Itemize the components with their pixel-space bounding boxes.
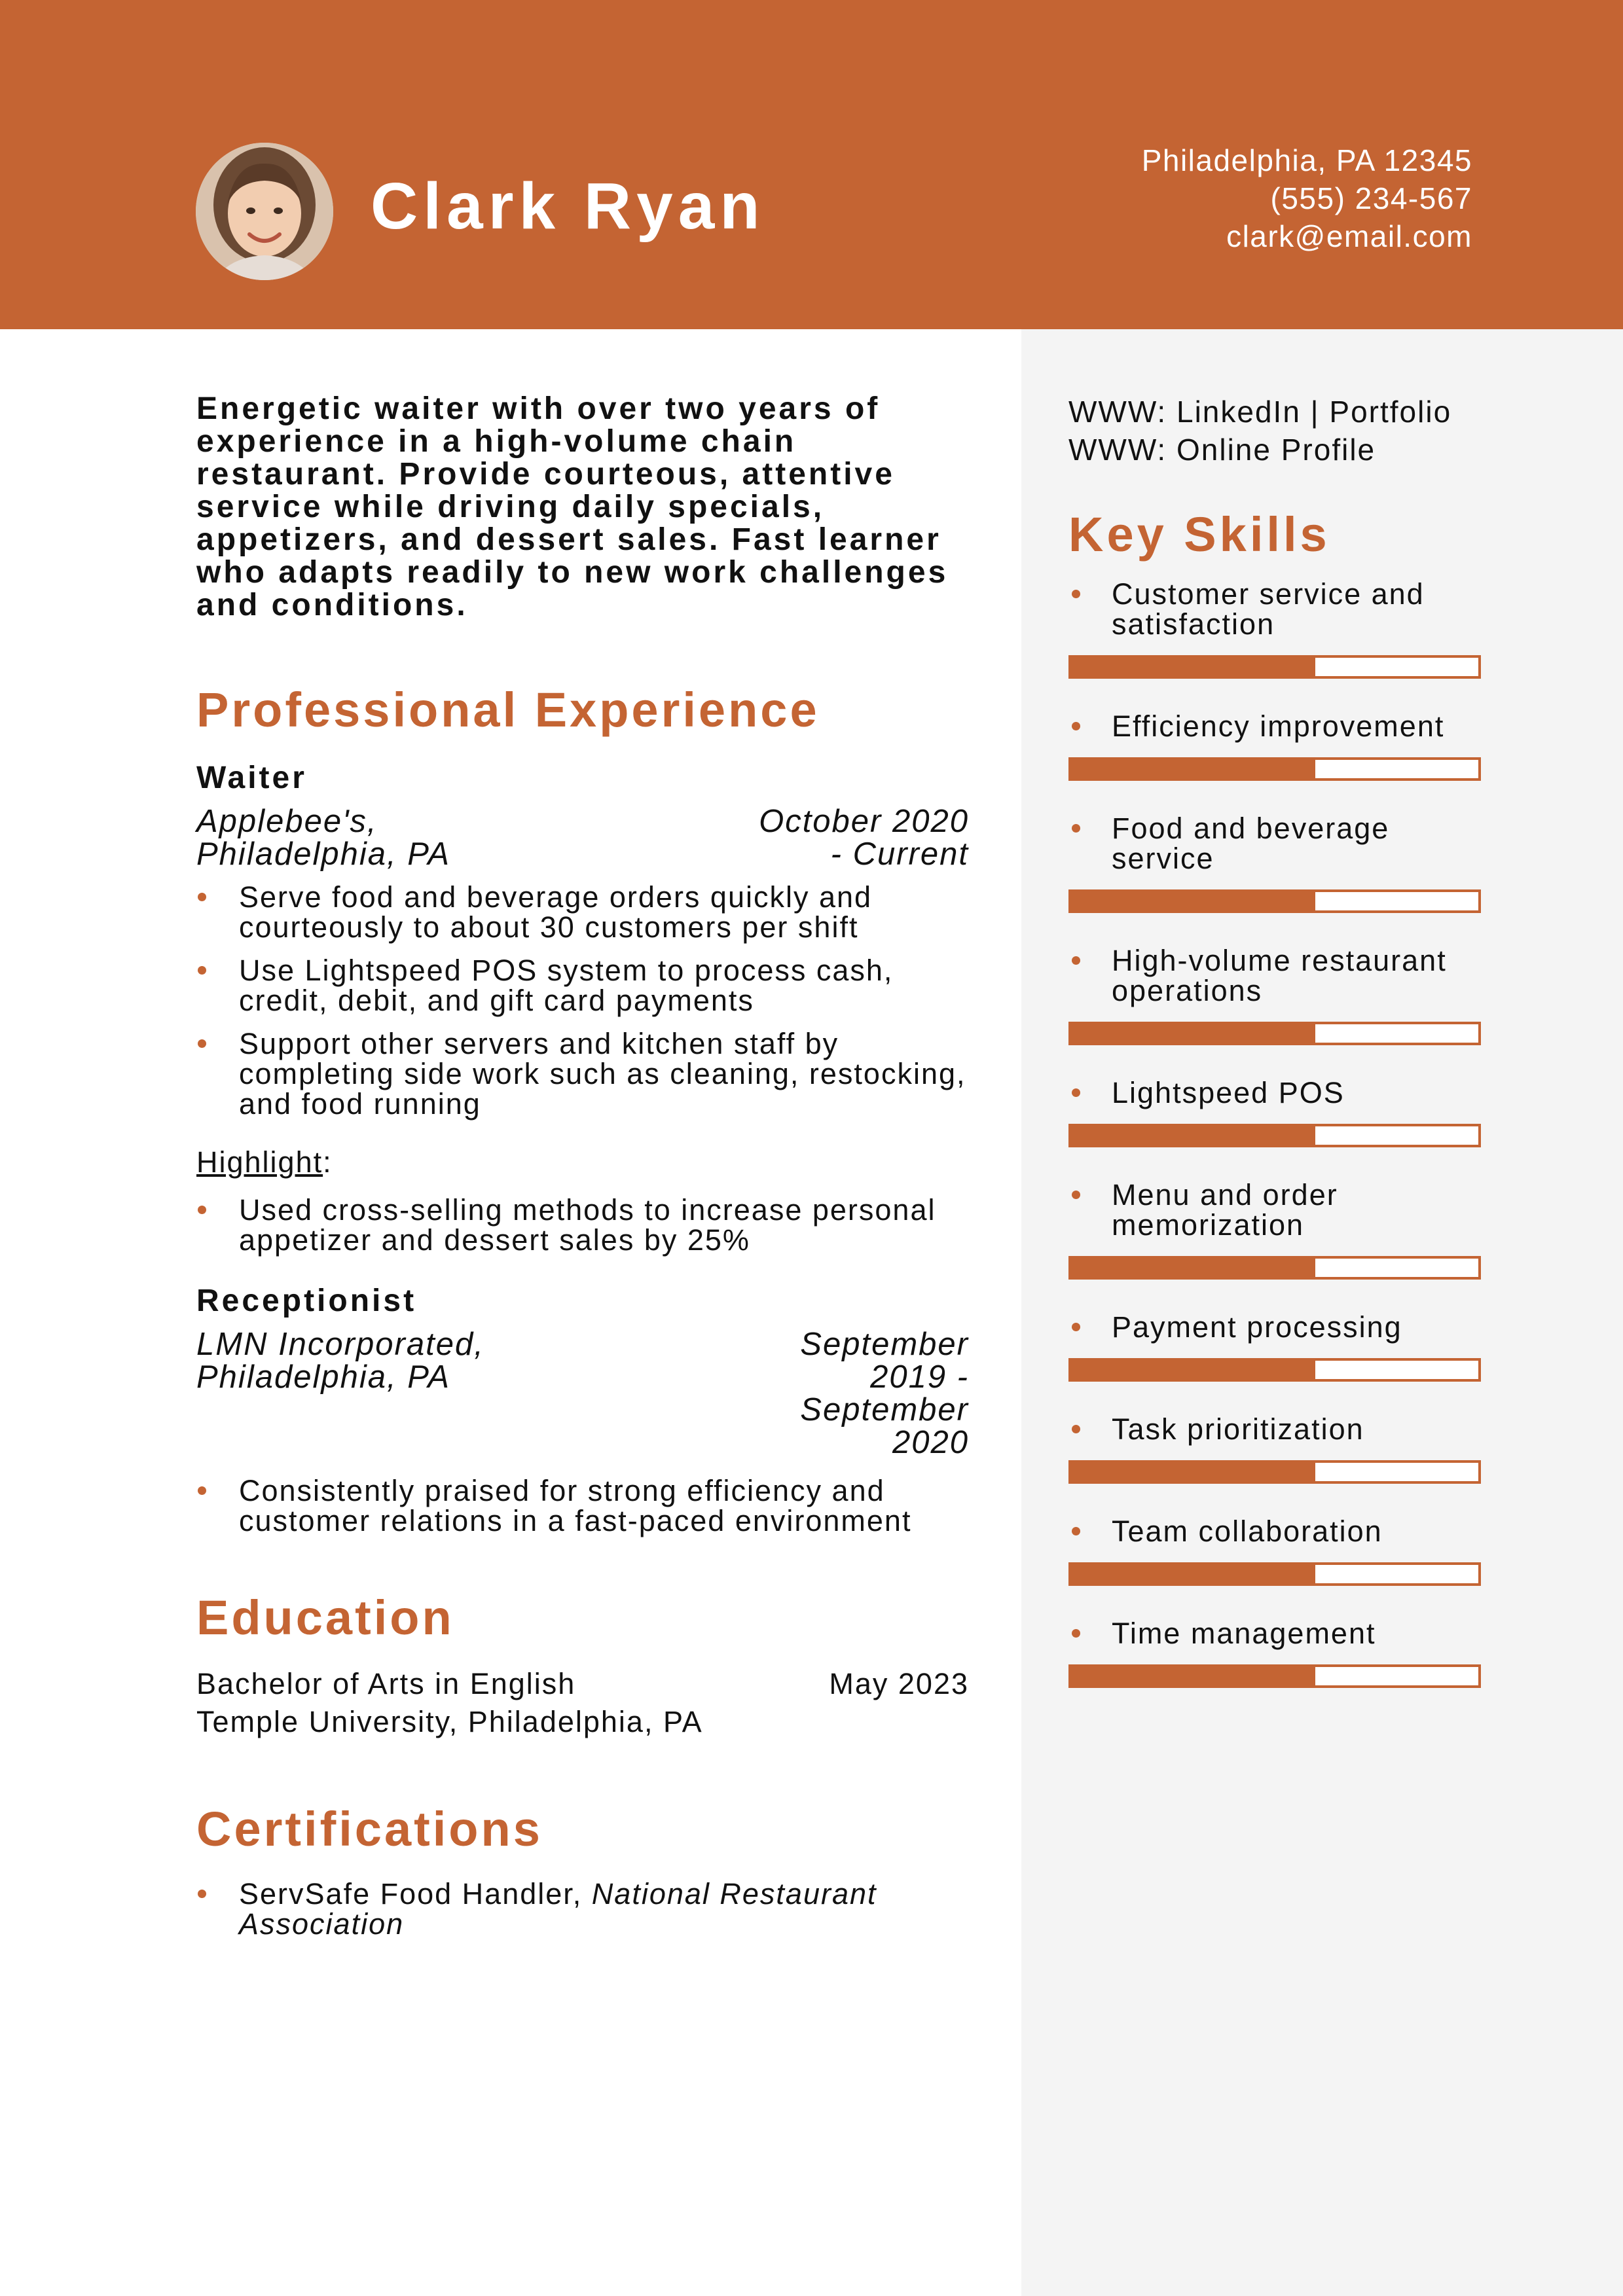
skill-item	[1068, 1078, 1487, 1147]
avatar	[196, 143, 333, 280]
skill-level-fill	[1071, 1565, 1315, 1583]
skill-label: Menu and order memorization	[1068, 1180, 1487, 1240]
job-location-line: Philadelphia, PA	[196, 836, 450, 872]
contact-email[interactable]: clark@email.com	[1226, 219, 1472, 253]
job-entry	[196, 760, 969, 1255]
skill-level-bar	[1068, 1460, 1481, 1484]
job-meta	[196, 1328, 969, 1459]
skill-level-fill	[1071, 658, 1315, 676]
contact-location: Philadelphia, PA 12345	[1141, 143, 1472, 177]
skill-level-fill	[1071, 760, 1315, 778]
web-link-linkedin[interactable]: WWW: LinkedIn | Portfolio	[1068, 395, 1452, 429]
job-dates	[759, 805, 969, 870]
list-item: Support other servers and kitchen staff by completing side work such as cleaning, restocking, and food running	[196, 1029, 969, 1119]
job-role: Waiter	[196, 761, 307, 795]
skill-item	[1068, 579, 1487, 679]
skill-level-fill	[1071, 1667, 1315, 1685]
education-date: May 2023	[829, 1667, 969, 1700]
skill-item	[1068, 814, 1487, 913]
certification-name: ServSafe Food Handler,	[239, 1877, 583, 1910]
skill-label: Food and beverage service	[1068, 814, 1487, 874]
avatar-photo-icon	[196, 143, 333, 280]
list-item: Serve food and beverage orders quickly and courteously to about 30 customers per shift	[196, 882, 969, 942]
highlight-label: Highlight:	[196, 1145, 333, 1179]
skill-item	[1068, 1312, 1487, 1382]
skill-item	[1068, 1180, 1487, 1280]
list-item: Use Lightspeed POS system to process cash, credit, debit, and gift card payments	[196, 956, 969, 1016]
skill-level-bar	[1068, 1256, 1481, 1280]
skill-level-bar	[1068, 655, 1481, 679]
job-bullets	[196, 882, 969, 1119]
skill-label: Time management	[1068, 1619, 1487, 1649]
skill-item	[1068, 711, 1487, 781]
education-heading: Education	[196, 1590, 454, 1645]
skill-label: Task prioritization	[1068, 1414, 1487, 1444]
skill-level-bar	[1068, 1358, 1481, 1382]
skill-level-bar	[1068, 1562, 1481, 1586]
experience-heading: Professional Experience	[196, 683, 820, 737]
skill-level-bar	[1068, 1022, 1481, 1045]
skill-level-bar	[1068, 1124, 1481, 1147]
skill-label: High-volume restaurant operations	[1068, 946, 1487, 1006]
job-date-line: October 2020	[759, 804, 969, 839]
job-date-line: September	[800, 1327, 969, 1362]
skill-level-fill	[1071, 1126, 1315, 1145]
contact-block	[1142, 141, 1472, 255]
job-meta	[196, 805, 969, 870]
header-banner	[0, 0, 1623, 329]
list-item	[196, 1879, 969, 1939]
job-date-line: September	[800, 1392, 969, 1427]
skill-item	[1068, 946, 1487, 1045]
job-entry	[196, 1283, 969, 1536]
skill-label: Efficiency improvement	[1068, 711, 1487, 742]
skill-label: Payment processing	[1068, 1312, 1487, 1342]
skill-level-bar	[1068, 1664, 1481, 1688]
education-row	[196, 1665, 969, 1703]
skill-level-fill	[1071, 892, 1315, 910]
certifications-heading: Certifications	[196, 1802, 543, 1856]
job-date-line: 2020	[892, 1425, 969, 1460]
education-entry	[196, 1665, 969, 1741]
web-link-profile[interactable]: WWW: Online Profile	[1068, 433, 1376, 467]
contact-phone[interactable]: (555) 234-567	[1270, 181, 1472, 215]
main-column	[196, 393, 969, 1939]
job-location-line: Philadelphia, PA	[196, 1359, 450, 1395]
job-date-line: - Current	[830, 836, 969, 872]
certification-bullets	[196, 1879, 969, 1939]
skills-heading: Key Skills	[1068, 507, 1330, 562]
sidebar-content	[1068, 393, 1487, 1721]
skill-item	[1068, 1516, 1487, 1586]
skill-item	[1068, 1619, 1487, 1688]
skill-item	[1068, 1414, 1487, 1484]
skill-label: Customer service and satisfaction	[1068, 579, 1487, 639]
skill-level-bar	[1068, 757, 1481, 781]
skill-level-bar	[1068, 889, 1481, 913]
job-company-line: LMN Incorporated,	[196, 1327, 484, 1362]
skill-level-fill	[1071, 1361, 1315, 1379]
list-item: Consistently praised for strong efficiency and customer relations in a fast-paced environment	[196, 1476, 969, 1536]
job-dates	[800, 1328, 969, 1459]
profile-summary: Energetic waiter with over two years of experience in a high-volume chain restaurant. Provide courteous, attentive service while driving daily specials, appetizers, and dessert sales. Fast learner who adapts readily to new work challenges and conditions.	[196, 391, 949, 622]
job-company	[196, 805, 450, 870]
certification-org: National Restaurant Association	[239, 1877, 877, 1941]
web-links	[1068, 393, 1487, 469]
skill-level-fill	[1071, 1463, 1315, 1481]
skill-level-fill	[1071, 1024, 1315, 1043]
skill-label: Lightspeed POS	[1068, 1078, 1487, 1108]
highlight-bullets	[196, 1195, 969, 1255]
job-role: Receptionist	[196, 1283, 417, 1318]
skills-list	[1068, 579, 1487, 1688]
education-school: Temple University, Philadelphia, PA	[196, 1705, 703, 1738]
job-bullets	[196, 1476, 969, 1536]
list-item: Used cross-selling methods to increase personal appetizer and dessert sales by 25%	[196, 1195, 969, 1255]
highlight-label-text: Highlight	[196, 1145, 323, 1179]
education-degree: Bachelor of Arts in English	[196, 1667, 576, 1700]
job-company	[196, 1328, 484, 1459]
skill-level-fill	[1071, 1259, 1315, 1277]
job-company-line: Applebee's,	[196, 804, 378, 839]
skill-label: Team collaboration	[1068, 1516, 1487, 1547]
candidate-name: Clark Ryan	[371, 170, 765, 243]
job-date-line: 2019 -	[870, 1359, 969, 1395]
